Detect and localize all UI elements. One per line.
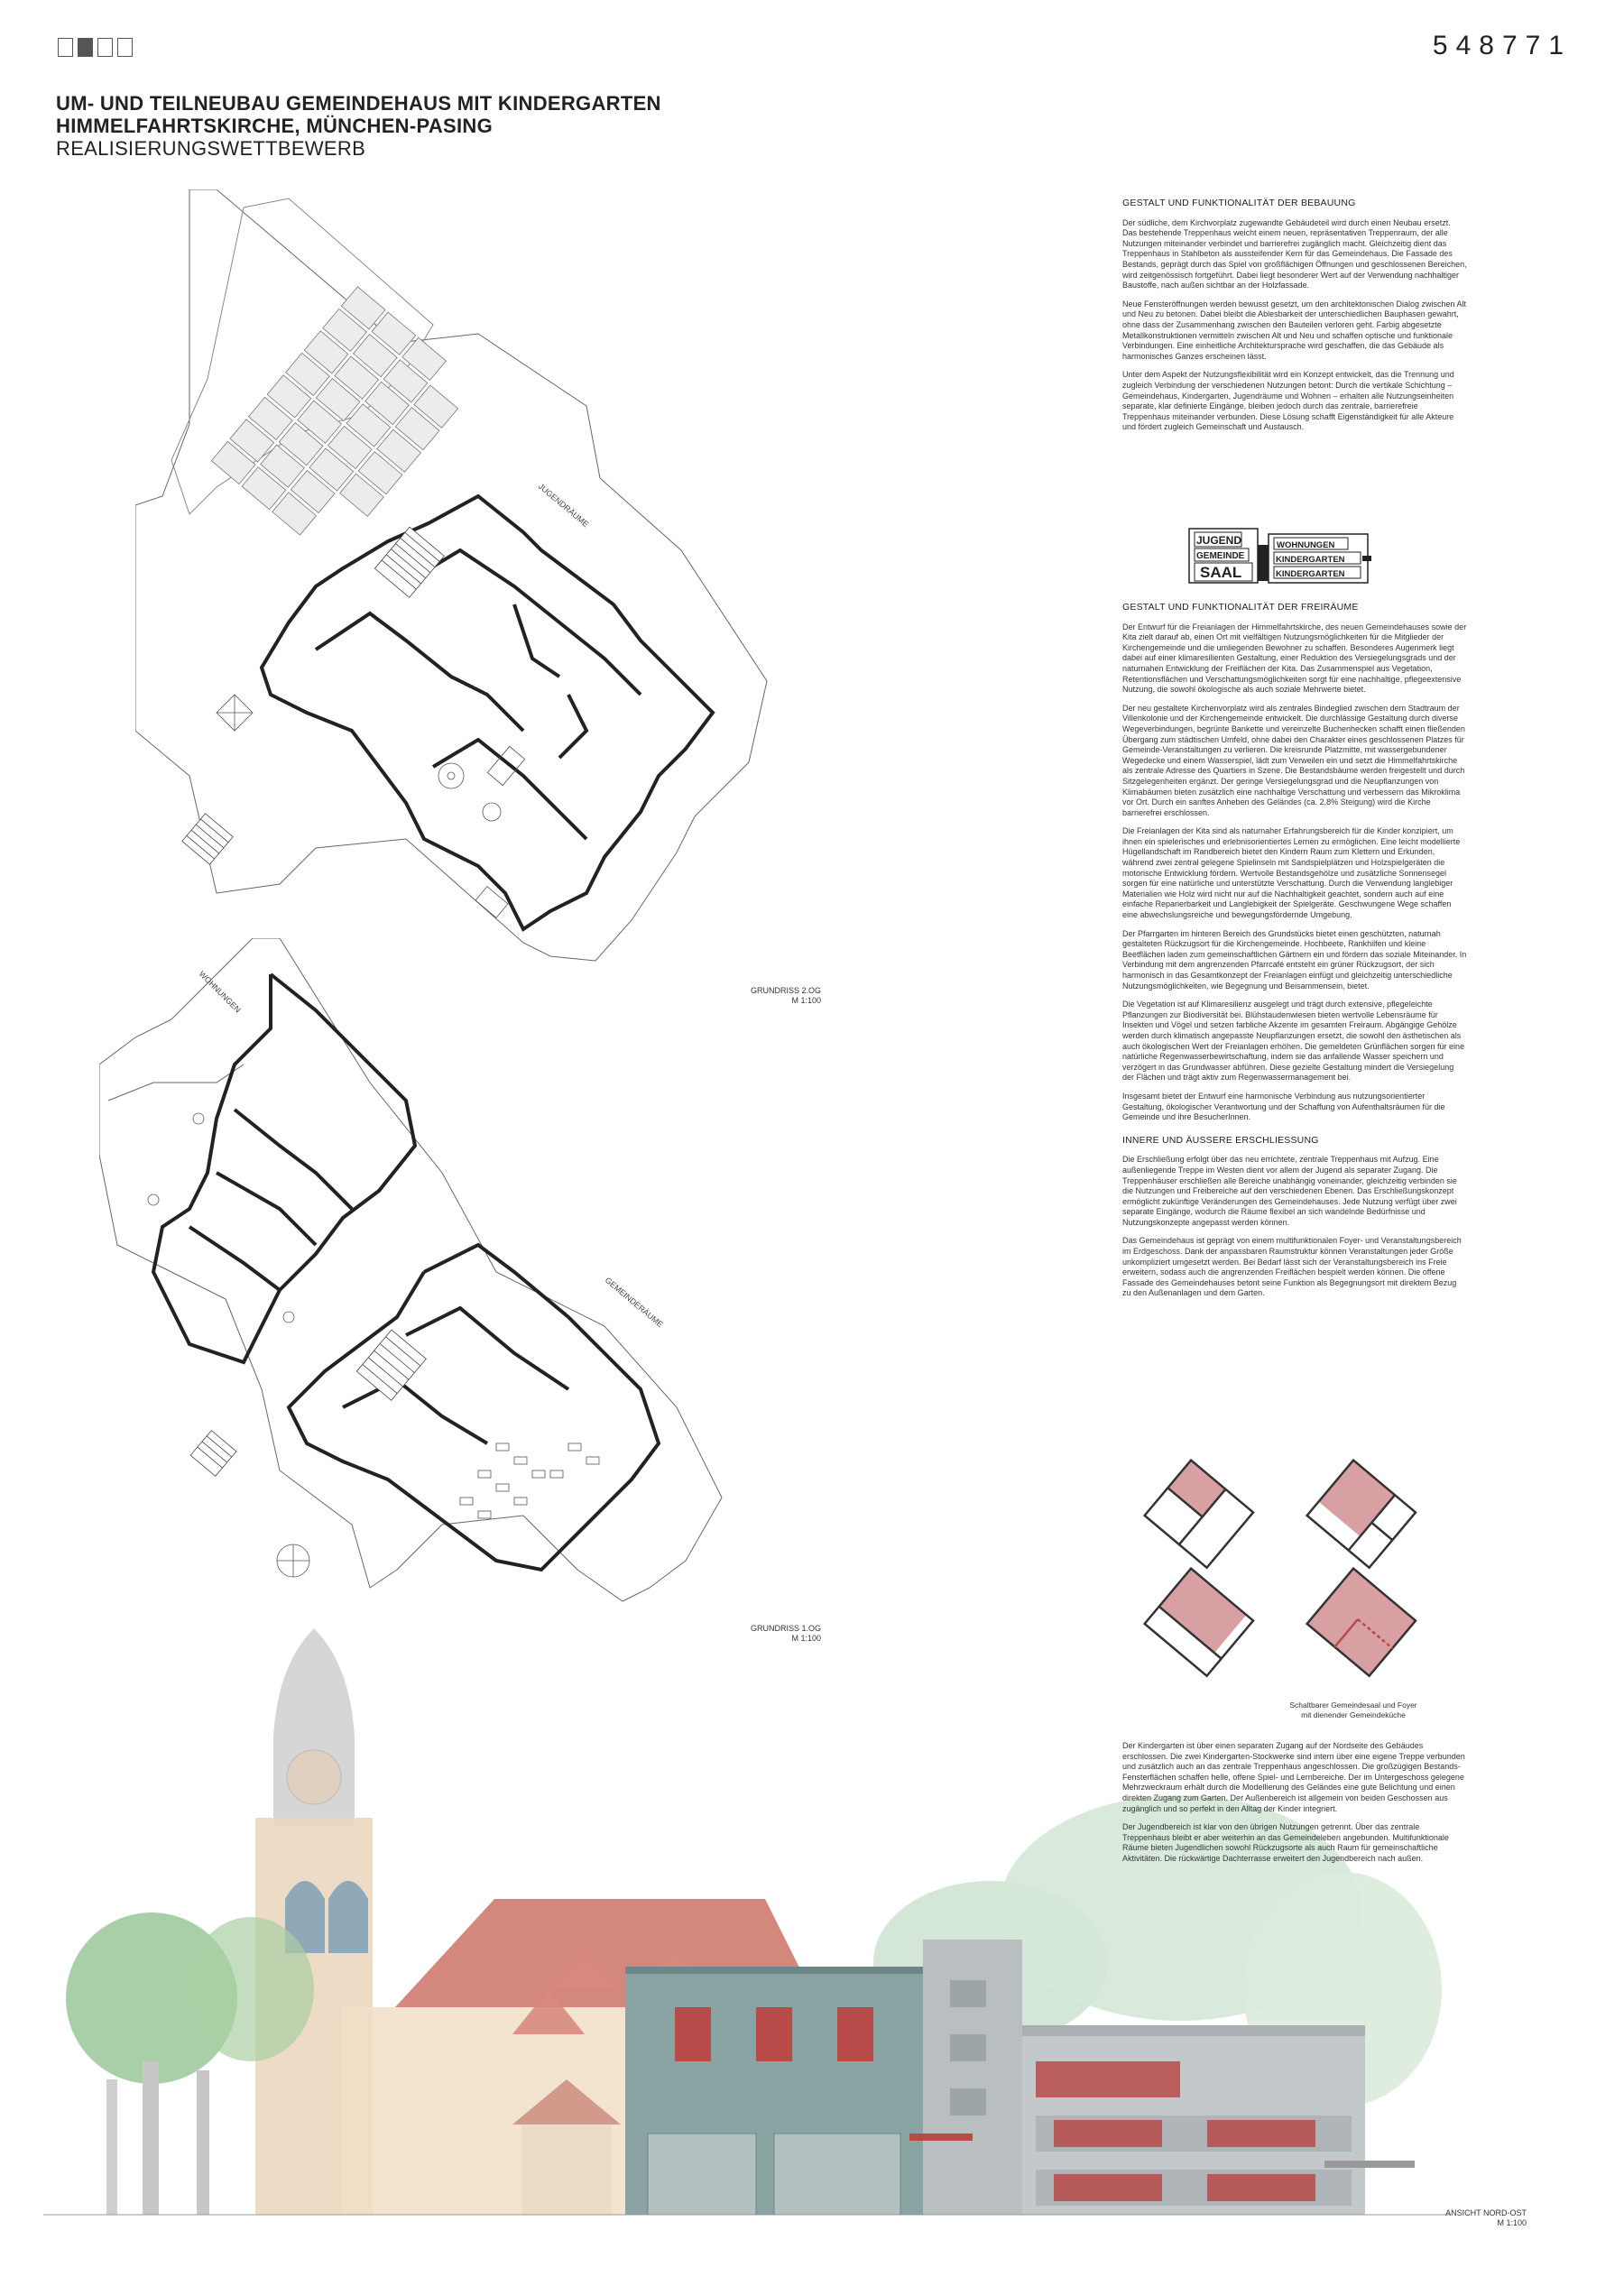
section-title-freiraeume: GESTALT UND FUNKTIONALITÄT DER FREIRÄUME <box>1122 602 1359 613</box>
plan1-scale: M 1:100 <box>791 996 821 1005</box>
body-paragraph: Insgesamt bietet der Entwurf eine harmonische Verbindung aus nutzungsorientierter Gestaltung, ökologischer Verantwortung und der Schaffung von Aufenthaltsräumen für die Gemeinde und ihre BesucherInnen. <box>1122 1091 1445 1122</box>
diagram-jugend: JUGEND <box>1196 534 1242 547</box>
body-paragraph: Das Gemeindehaus ist geprägt von einem multifunktionalen Foyer- und Veranstaltungsbereich im Erdgeschoss. Dank der anpassbaren Raumstruktur können Veranstaltungen jeder Größe unkompliziert umgesetzt werden. Bei Bedarf lässt sich der Veranstaltungsbereich ins Freie erweitern, sodass auch die angrenzenden Freiflächen bespielt werden können. Die offene Fassade des Gemeindehauses betont seine Funktion als Begegnungsort mit direktem Bezug zu den Außenanlagen und dem Garten. <box>1122 1236 1462 1298</box>
index-mark <box>58 38 73 57</box>
section-title-erschliessung: INNERE UND ÄUSSERE ERSCHLIESSUNG <box>1122 1134 1319 1146</box>
body-paragraph: Der Jugendbereich ist klar von den übrigen Nutzungen getrennt. Über das zentrale Treppenhaus bleibt er aber weiterhin an das Gemeindeleben angebunden. Multifunktionale Räume bieten Jugendlichen sowohl Rückzugsorte als auch Raum für gemeinschaftliche Aktivitäten. Die rückwärtige Dachterrasse erweitert den Jugendbereich nach außen. <box>1122 1822 1449 1863</box>
body-paragraph: Der neu gestaltete Kirchenvorplatz wird als zentrales Bindeglied zwischen dem Stadtraum der Villenkolonie und der Kirchengemeinde entwickelt. Die durchlässige Gestaltung durch diverse Wegeverbindungen, begrünte Bankette und vereinzelte Buchenhecken schafft einen fließenden Übergang zum städtischen Umfeld, ohne dabei den Charakter eines geschlossenen Platzes für Gemeinde-Veranstaltungen zu verlieren. Die kreisrunde Platzmitte, mit wassergebundener Wegedecke und einem Wasserspiel, lädt zum Verweilen ein und setzt die Himmelfahrtskirche als zentrale Adresse des Quartiers in Szene. Die Bestandsbäume werden freigestellt und durch Sitzgelegenheiten ergänzt. Der geringe Versiegelungsgrad und die Neupflanzungen von Klimabäumen bieten zusätzlich eine nachhaltige Verschattung und verbessern das Mikroklima vor Ort. Durch ein sanftes Anheben des Geländes (ca. 2,8% Steigung) wird die Kirche barrierefrei erschlossen. <box>1122 703 1465 817</box>
floor-plan-2og <box>135 189 821 992</box>
plan1-label: GRUNDRISS 2.OG <box>750 986 821 995</box>
page-subtitle: REALISIERUNGSWETTBEWERB <box>56 137 366 160</box>
body-paragraph: Die Freianlagen der Kita sind als naturnaher Erfahrungsbereich für die Kinder konzipiert, um ihnen ein spielerisches und erlebnisorientiertes Lernen zu ermöglichen. Eine leicht modellierte Hügellandschaft im Randbereich bietet den Kindern Raum zum Klettern und Erkunden, während zwei zentral gelegene Spielinseln mit Sandspielplätzen und Holzspielgeräten die motorische Entwicklung fördern. Wertvolle Bestandsgehölze und zusätzliche Sonnensegel sorgen für eine natürliche und unterstützte Verschattung. Durch die Verwendung langlebiger Materialien wie Holz wird nicht nur auf die Nachhaltigkeit geachtet, sondern auch auf eine einfache Reparierbarkeit und Langlebigkeit der Spielgeräte. Geschwungene Wege schaffen eine abwechslungsreiche und bewegungsfördernde Umgebung. <box>1122 826 1461 920</box>
body-paragraph: Der südliche, dem Kirchvorplatz zugewandte Gebäudeteil wird durch einen Neubau ersetzt. Das bestehende Treppenhaus weicht einem neuen, repräsentativen Treppenraum, der alle Nutzungen miteinander verbindet und barrierefrei zugänglich macht. Gleichzeitig dient das Treppenhaus in Stahlbeton als aussteifender Kern für das Gemeindehaus. Die Fassade des Bestands, geprägt durch das Spiel von großflächigen Öffnungen und geschlossenen Bereichen, wird zeitgenössisch fortgeführt. Dabei liegt besonderer Wert auf der Verwendung nachhaltiger Baustoffe, nach außen sichtbar an der Holzfassade. <box>1122 217 1467 290</box>
stair-tower <box>909 1940 1022 2215</box>
plan2-room-label-a: WOHNUNGEN <box>197 969 243 1015</box>
plan2-room-label-b: GEMEINDERÄUME <box>603 1275 665 1330</box>
body-paragraph: Der Pfarrgarten im hinteren Bereich des Grundstücks bietet einen geschützten, naturnah gestalteten Rückzugsort für die Kirchengemeinde. Hochbeete, Rankhilfen und kleine Beetflächen laden zum gemeinschaftlichen Gärtnern ein und fördern das soziale Miteinander. In Verbindung mit dem angrenzenden Pfarrcafé entsteht ein grüner Rückzugsort, der sich harmonisch in das Gesamtkonzept der Freianlagen einfügt und gleichzeitig unterschiedliche Nutzungsmöglichkeiten, wie Begegnung und Beisammensein, bietet. <box>1122 928 1467 991</box>
floor-plan-1og <box>99 938 821 1624</box>
index-mark <box>97 38 113 57</box>
plan2-scale: M 1:100 <box>791 1634 821 1643</box>
title-line-1: UM- UND TEILNEUBAU GEMEINDEHAUS MIT KINDERGARTEN <box>56 92 661 115</box>
page-title <box>56 92 661 137</box>
body-paragraph: Unter dem Aspekt der Nutzungsflexibilität wird ein Konzept entwickelt, das die Trennung und zugleich Verbindung der verschiedenen Nutzungen betont: Durch die vertikale Schichtung – Gemeindehaus, Kindergarten, Jugendräume und Wohnen – erhalten alle Nutzungseinheiten separate, klar definierte Eingänge, bleiben jedoch durch das zentrale, barrierefreie Treppenhaus miteinander verbunden. Diese Lösung schafft Eigenständigkeit für alle Akteure und fördert zugleich Gemeinschaft und Austausch. <box>1122 370 1454 432</box>
index-mark <box>117 38 133 57</box>
body-paragraph: Die Erschließung erfolgt über das neu errichtete, zentrale Treppenhaus mit Aufzug. Eine außenliegende Treppe im Westen dient vor allem der Jugend als separater Zugang. Die Treppenhäuser erschließen alle Bereiche unabhängig voneinander, gleichzeitig verbinden sie die Nutzungen und Freibereiche auf den verschiedenen Ebenen. Das Erschließungskonzept ermöglicht zukünftige Veränderungen des Gemeindehauses. Jede Nutzung verfügt über zwei separate Eingänge, wodurch die Räume flexibel an sich wandelnde Bedürfnisse und Nutzungskonzepte angepasst werden können. <box>1122 1155 1457 1227</box>
hall-variants-diagram <box>1132 1448 1466 1682</box>
diagram-saal: SAAL <box>1200 564 1242 581</box>
small-house <box>521 2124 612 2215</box>
new-building-blue <box>625 1967 923 2215</box>
elevation-nord-ost <box>43 1610 1451 2224</box>
body-paragraph: Neue Fensteröffnungen werden bewusst gesetzt, um den architektonischen Dialog zwischen Alt und Neu zu betonen. Dabei bleibt die Ablesbarkeit der unterschiedlichen Bauphasen gewahrt, ohne dass der Zusammenhang zwischen den Bauteilen verloren geht. Farbig abgesetzte Metallkonstruktionen vermitteln zwischen Alt und Neu und schaffen optische und funktionale Verbindungen. Eine einheitliche Architektursprache wird geschaffen, die das Gebäude als harmonisches Ganzes erscheinen lässt. <box>1122 299 1467 361</box>
plan2-label: GRUNDRISS 1.OG <box>750 1624 821 1633</box>
elevation-caption <box>1407 2208 1527 2228</box>
diagram-gemeinde: GEMEINDE <box>1196 551 1245 561</box>
text-column-part-3 <box>1122 1741 1467 1873</box>
diagram-kindergarten-1: KINDERGARTEN <box>1276 555 1345 565</box>
diagram-wohnungen: WOHNUNGEN <box>1277 540 1335 550</box>
body-paragraph: Der Kindergarten ist über einen separaten Zugang auf der Nordseite des Gebäudes erschlossen. Die zwei Kindergarten-Stockwerke sind intern über eine eigene Treppe verbunden und zusätzlich auch an das zentrale Treppenhaus angeschlossen. Die großzügigen Bestands-Fensterflächen schaffen helle, offene Spiel- und Lernbereiche. Der im Untergeschoss gelegene Mehrzweckraum erhält durch die Modellierung des Geländes eine gute Belichtung und einen direkten Zugang zum Garten. Der Außenbereich ist allgemein von beiden Geschossen aus zugänglich und so perfekt in den Alltag der Kinder integriert. <box>1122 1741 1465 1813</box>
plan1-room-label: JUGENDRÄUME <box>536 481 591 530</box>
title-line-2: HIMMELFAHRTSKIRCHE, MÜNCHEN-PASING <box>56 115 494 137</box>
competition-number: 548771 <box>1432 31 1572 60</box>
elevation-scale: M 1:100 <box>1497 2218 1527 2227</box>
body-paragraph: Die Vegetation ist auf Klimaresilienz ausgelegt und trägt durch extensive, pflegeleichte Pflanzungen zur Biodiversität bei. Blühstaudenwiesen bieten wertvolle Lebensräume für Insekten und Vögel und setzen farbliche Akzente im gesamten Freiraum. Abgängige Gehölze werden durch klimatisch angepasste Neupflanzungen ersetzt, die sowohl den ästhetischen als auch ökologischen Wert der Freianlagen erhöhen. Die gemeldeten Grünflächen sorgen für eine natürliche Regenwasserbewirtschaftung, indem sie das anfallende Wasser speichern und verzögert in das Grundwasser abführen. Diese gezielte Gestaltung mindert die Versiegelung der Flächen und trägt aktiv zum Regenwassermanagement bei. <box>1122 1000 1465 1083</box>
variants-caption-line-2: mit dienender Gemeindeküche <box>1301 1710 1406 1719</box>
page-index-marks <box>58 38 133 57</box>
section-title-bebauung: GESTALT UND FUNKTIONALITÄT DER BEBAUUNG <box>1122 198 1356 208</box>
diagram-kindergarten-2: KINDERGARTEN <box>1276 569 1345 579</box>
text-column-part-2 <box>1122 603 1467 1307</box>
variants-caption-line-1: Schaltbarer Gemeindesaal und Foyer <box>1289 1701 1417 1710</box>
existing-building-grey <box>1022 2025 1415 2215</box>
text-column-part-1 <box>1122 198 1467 441</box>
use-layering-diagram <box>1182 525 1380 588</box>
elevation-label: ANSICHT NORD-OST <box>1445 2208 1527 2217</box>
body-paragraph: Der Entwurf für die Freianlagen der Himmelfahrtskirche, des neuen Gemeindehauses sowie der Kita zielt darauf ab, einen Ort mit vielfältigen Nutzungsmöglichkeiten für die Mitglieder der Kirchengemeinde und die umliegenden Bewohner zu schaffen. Besonderes Augenmerk liegt dabei auf einer klimaresilienten Gestaltung, einer Reduktion des Versiegelungsgrads und der naturnahen Entwicklung der Freiflächen der Kita. Das Zusammenspiel aus Vegetation, Retentionsflächen und Verschattungsmöglichkeiten sorgt für eine nachhaltige, pflegeextensive Nutzung, die sowohl ökologische als auch soziale Mehrwerte bietet. <box>1122 622 1467 695</box>
index-mark-active <box>78 38 93 57</box>
variants-caption <box>1254 1701 1453 1720</box>
